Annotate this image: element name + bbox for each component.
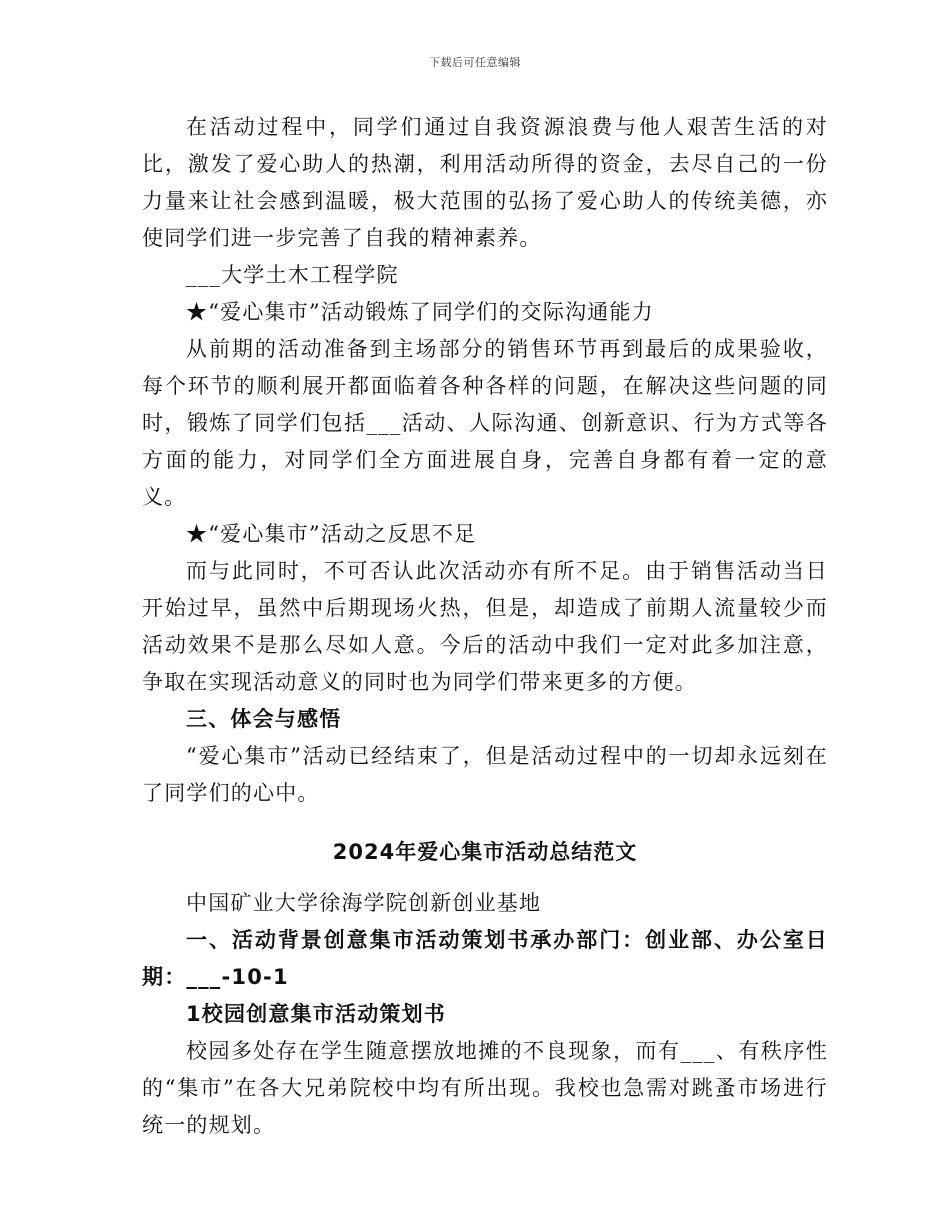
header-note: 下载后可任意编辑 [429,56,521,69]
paragraph-conclusion: “爱心集市”活动已经结束了，但是活动过程中的一切却永远刻在了同学们的心中。 [142,744,828,805]
paragraph-activity-process: 在活动过程中，同学们通过自我资源浪费与他人艰苦生活的对比，激发了爱心助人的热潮，利用活动所得的资金，去尽自己的一份力量来让社会感到温暖，极大范围的弘扬了爱心助人的传统美德，亦使同学们进一步完善了自我的精神素养。 [142,115,828,250]
section-heading-experience: 三、体会与感悟 [186,707,342,731]
paragraph-campus-market: 校园多处存在学生随意摆放地摊的不良现象，而有___、有秩序性的“集市”在各大兄弟院校中均有所出现。我校也急需对跳蚤市场进行统一的规划。 [142,1039,828,1137]
document-body [142,109,828,1144]
paragraph-shortcomings: 而与此同时，不可否认此次活动亦有所不足。由于销售活动当日开始过早，虽然中后期现场火热，但是，却造成了前期人流量较少而活动效果不是那么尽如人意。今后的活动中我们一定对此多加注意，争取在实现活动意义的同时也为同学们带来更多的方便。 [142,559,828,694]
paragraph-college-name: ___大学土木工程学院 [186,263,399,287]
paragraph-star-heading-communication: ★“爱心集市”活动锻炼了同学们的交际沟通能力 [186,300,654,324]
document-title: 2024年爱心集市活动总结范文 [332,840,638,864]
paragraph-organization: 中国矿业大学徐海学院创新创业基地 [186,891,542,915]
subsection-heading-plan: 1校园创意集市活动策划书 [186,1002,447,1026]
paragraph-star-heading-reflection: ★“爱心集市”活动之反思不足 [186,522,477,546]
paragraph-preparation: 从前期的活动准备到主场部分的销售环节再到最后的成果验收，每个环节的顺利展开都面临着各种各样的问题，在解决这些问题的同时，锻炼了同学们包括___活动、人际沟通、创新意识、行为方式等各方面的能力，对同学们全方面进展自身，完善自身都有着一定的意义。 [142,337,828,509]
section-heading-background: 一、活动背景创意集市活动策划书承办部门：创业部、办公室日期：___-10-1 [142,928,828,989]
